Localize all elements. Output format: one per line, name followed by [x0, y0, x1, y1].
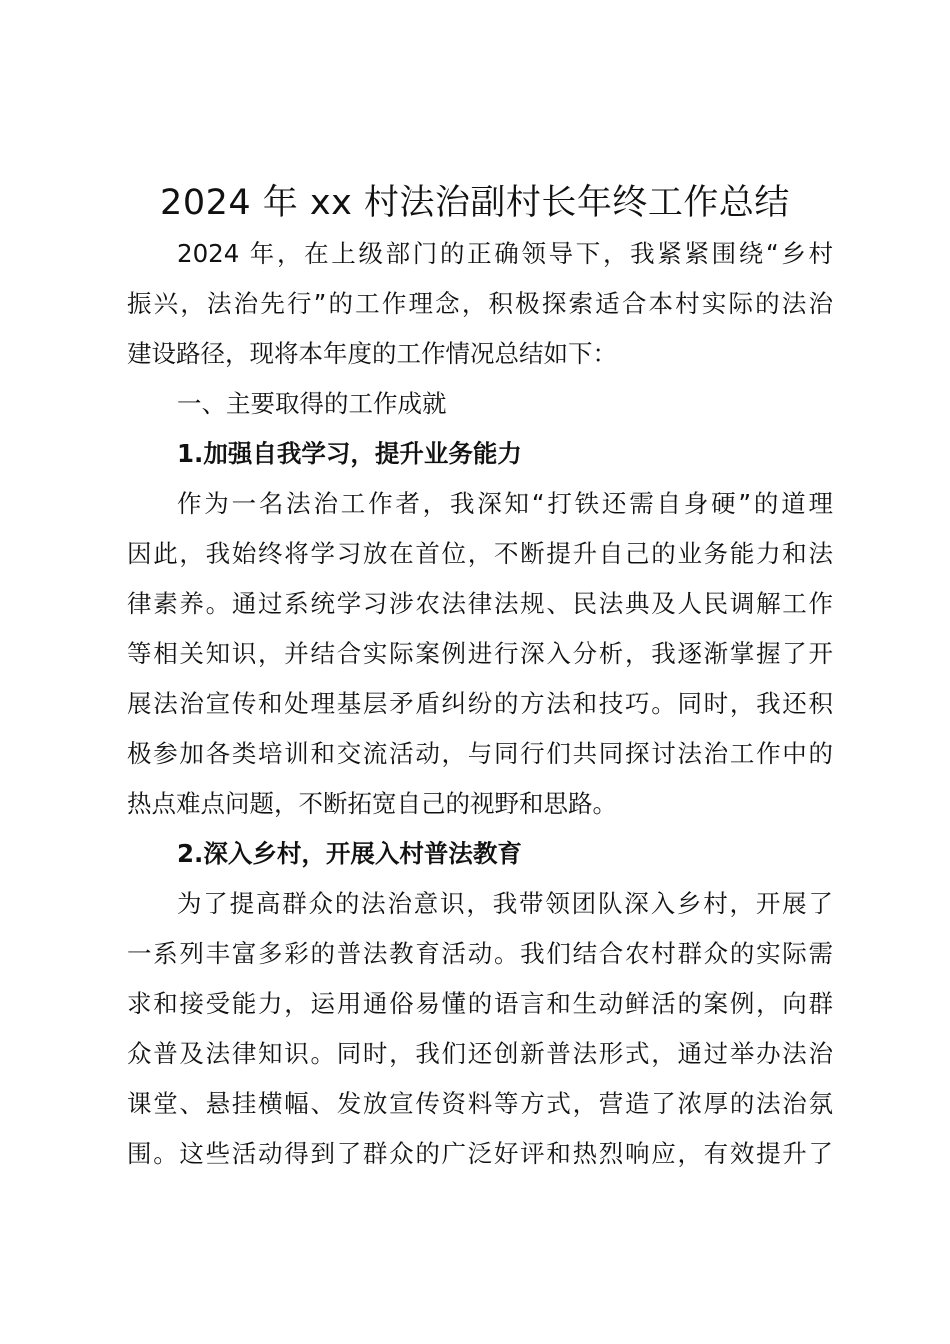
subsection-heading-1: 1.加强自我学习，提升业务能力 — [177, 439, 522, 468]
sub2-line-6: 围。这些活动得到了群众的广泛好评和热烈响应，有效提升了 — [127, 1139, 833, 1168]
subsection-heading-2: 2.深入乡村，开展入村普法教育 — [177, 839, 522, 868]
sub2-line-2: 一系列丰富多彩的普法教育活动。我们结合农村群众的实际需 — [127, 939, 833, 968]
sub1-line-5: 展法治宣传和处理基层矛盾纠纷的方法和技巧。同时，我还积 — [127, 689, 833, 718]
sub2-line-5: 课堂、悬挂横幅、发放宣传资料等方式，营造了浓厚的法治氛 — [127, 1089, 833, 1118]
sub1-line-6: 极参加各类培训和交流活动，与同行们共同探讨法治工作中的 — [127, 739, 833, 768]
intro-line-3: 建设路径，现将本年度的工作情况总结如下： — [127, 339, 617, 368]
sub1-line-4: 等相关知识，并结合实际案例进行深入分析，我逐渐掌握了开 — [127, 639, 833, 668]
sub1-line-2: 因此，我始终将学习放在首位，不断提升自己的业务能力和法 — [127, 539, 833, 568]
sub2-line-1: 为了提高群众的法治意识，我带领团队深入乡村，开展了 — [177, 889, 833, 918]
sub2-line-3: 求和接受能力，运用通俗易懂的语言和生动鲜活的案例，向群 — [127, 989, 833, 1018]
sub1-line-3: 律素养。通过系统学习涉农法律法规、民法典及人民调解工作 — [127, 589, 833, 618]
sub1-line-1: 作为一名法治工作者，我深知“打铁还需自身硬”的道理 — [177, 489, 833, 518]
document-title: 2024 年 xx 村法治副村长年终工作总结 — [160, 183, 790, 223]
sub1-line-7: 热点难点问题，不断拓宽自己的视野和思路。 — [127, 789, 617, 818]
intro-line-2: 振兴，法治先行”的工作理念，积极探索适合本村实际的法治 — [127, 289, 833, 318]
sub2-line-4: 众普及法律知识。同时，我们还创新普法形式，通过举办法治 — [127, 1039, 833, 1068]
section-heading-1: 一、主要取得的工作成就 — [177, 389, 447, 418]
intro-line-1: 2024 年，在上级部门的正确领导下，我紧紧围绕“乡村 — [177, 239, 833, 268]
